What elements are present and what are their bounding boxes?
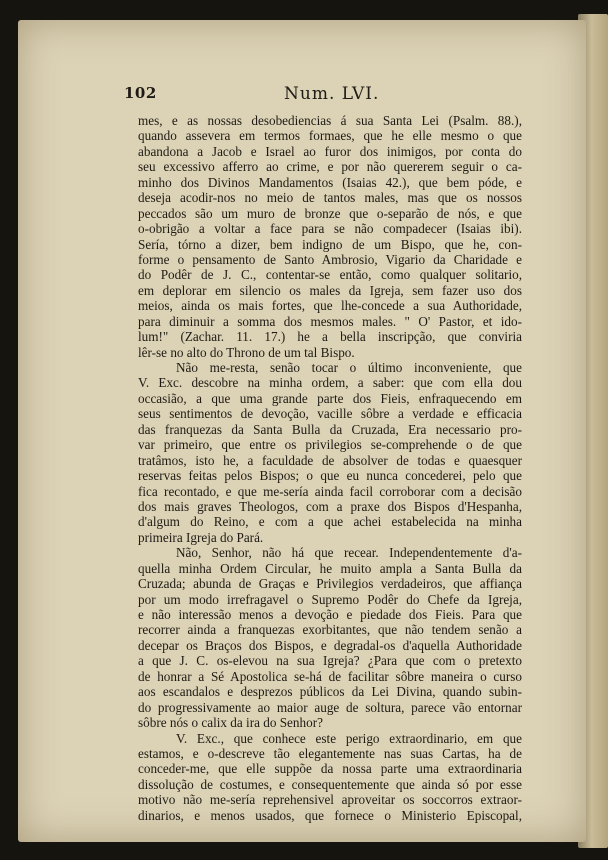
text-line: mes, e as nossas desobediencias á sua Santa Lei (Psalm. 88.), — [138, 113, 522, 128]
text-line: dos mais graves Theologos, com a praxe dos Bispos d'Hespanha, — [138, 498, 522, 514]
text-line: dissolução de costumes, e consequentemente que ainda só por esse — [138, 776, 522, 792]
text-line: quella minha Ordem Circular, he muito ampla a Santa Bulla da — [138, 560, 522, 576]
text-line: deseja acodir-nos no meio de tantos males, mas que os nossos — [138, 190, 522, 206]
text-line: decepar os Braços dos Bispos, e degradal-os d'aquella Authoridade — [138, 637, 522, 653]
text-line: seu excessivo afferro ao crime, e por não quererem seguir o ca- — [138, 159, 522, 175]
text-line: seus sentimentos de devoção, vacille sôbre a verdade e efficacia — [138, 406, 522, 422]
text-line: peccados são um muro de bronze que o-separão de nós, e que — [138, 205, 522, 221]
text-line: recorrer ainda a franquezas exorbitantes, que não tendem senão a — [138, 622, 522, 638]
text-line: Sería, tórno a dizer, bem indigno de um Bispo, que he, con- — [138, 236, 522, 252]
text-line: quando assevera em termos formaes, que he elle mesmo o que — [138, 128, 522, 144]
body-text — [138, 113, 522, 823]
page-number: 102 — [124, 84, 157, 102]
text-line: V. Exc. descobre na minha ordem, a saber: que com ella dou — [138, 375, 522, 391]
text-line: Cruzada; abunda de Graças e Privilegios verdadeiros, que affiança — [138, 576, 522, 592]
text-line: estamos, e o-descreve tão elegantemente nas suas Cartas, ha de — [138, 745, 522, 761]
text-line: de honrar a Sé Apostolica se-há de facilitar sôbre maneira o curso — [138, 668, 522, 684]
text-line: sôbre nós o calix da ira do Senhor? — [138, 715, 323, 731]
text-line: d'algum do Reino, e com a que achei estabelecida na minha — [138, 514, 522, 530]
text-line: occasião, a que uma grande parte dos Fieis, enfraquecendo em — [138, 390, 522, 406]
text-line: aos escandalos e desprezos públicos da Lei Divina, quando subin- — [138, 684, 522, 700]
text-line: V. Exc., que conhece este perigo extraordinario, em que — [176, 730, 522, 746]
text-line: reservas feitas pelos Bispos; o que eu nunca concederei, pelo que — [138, 468, 522, 484]
text-line: por um modo irrefragavel o Supremo Podêr do Chefe da Igreja, — [138, 591, 522, 607]
text-line: lum!" (Zachar. 11. 17.) he a bella inscripção, que conviria — [138, 329, 522, 345]
text-line: minho dos Divinos Mandamentos (Isaias 42.), que bem póde, e — [138, 174, 522, 190]
page-header — [124, 84, 524, 106]
text-line: a que J. C. os-elevou na sua Igreja? ¿Para que com o pretexto — [138, 653, 522, 669]
text-line: do Podêr de J. C., contentar-se então, como qualquer solitario, — [138, 267, 522, 283]
text-line: dinarios, e menos usados, que fornece o Ministerio Episcopal, — [138, 807, 522, 823]
text-line: das franquezas da Santa Bulla da Cruzada, Era necessario pro- — [138, 421, 522, 437]
text-line: motivo não me-sería reprehensivel aproveitar os soccorros extraor- — [138, 792, 522, 808]
text-line: o-obrigão a voltar a face para se não compadecer (Isaias ibi). — [138, 221, 522, 237]
text-line: meios, ainda os mais fortes, que lhe-concede a sua Authoridade, — [138, 298, 522, 314]
section-title: Num. LVI. — [284, 84, 380, 104]
text-line: em deplorar em silencio os males da Igreja, sem fazer uso dos — [138, 282, 522, 298]
text-line: e não interessão menos a devoção e piedade dos Fieis. Para que — [138, 607, 522, 622]
text-line: var primeiro, que entre os privilegios se-comprehende o de que — [138, 437, 522, 453]
text-line: lêr-se no alto do Throno de um tal Bispo. — [138, 344, 355, 360]
text-line: fica recontado, e que me-sería ainda facil corroborar com a decisão — [138, 483, 522, 499]
text-line: primeira Igreja do Pará. — [138, 529, 264, 545]
text-line: do progressivamente ao maior auge de soltura, parece vão entornar — [138, 699, 522, 715]
text-line: para diminuir a somma dos mesmos males. " O' Pastor, et ido- — [138, 313, 522, 329]
text-line: Não, Senhor, não há que recear. Independentemente d'a- — [176, 545, 522, 561]
text-line: abandona a Jacob e Israel ao furor dos inimigos, por conta do — [138, 143, 522, 159]
text-line: forme o pensamento de Santo Ambrosio, Vigario da Charidade e — [138, 251, 522, 267]
text-line: conceder-me, que elle suppõe da nossa parte uma extraordinaria — [138, 761, 522, 777]
text-line: tratâmos, isto he, a faculdade de absolver de todas e quaesquer — [138, 452, 522, 468]
text-line: Não me-resta, senão tocar o último inconveniente, que — [176, 360, 522, 375]
